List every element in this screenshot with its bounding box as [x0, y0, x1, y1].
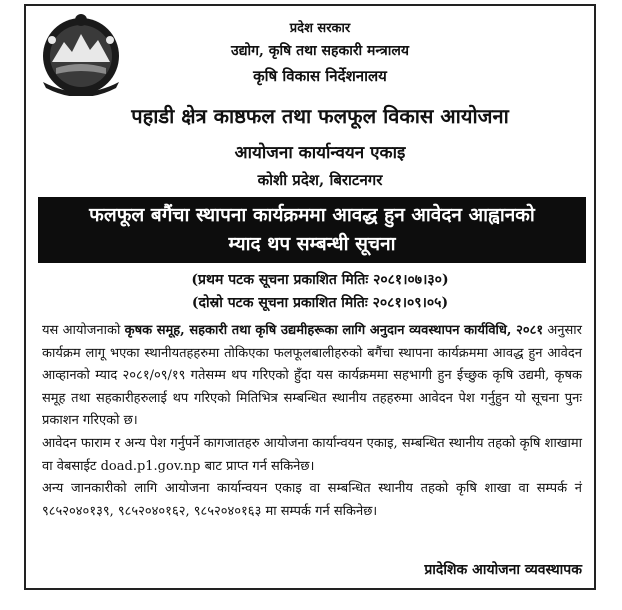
body-paragraph-2: आवेदन फाराम र अन्य पेश गर्नुपर्ने कागजातहरु आयोजना कार्यान्वयन एकाइ, सम्बन्धित स्थानीय तहको कृषि शाखामा वा वेबसाईट doad.p1.gov.np बाट प्राप्त गर्न सकिनेछ। [42, 435, 582, 474]
ministry-title: उद्योग, कृषि तथा सहकारी मन्त्रालय [231, 43, 409, 59]
p1-rest: अनुसार कार्यक्रम लागू भएका स्थानीयतहहरुमा तोकिएका फलफूलबालीहरुको बगैंचा स्थापना कार्यक्रममा आवद्ध हुन आवेदन आव्हानको म्याद २०८१/०९/१९ गतेसम्म थप गरिएको हुँदा यस कार्यक्रममा सहभागी हुन ईच्छुक कृषि उद्यमी, कृषक समूह तथा सहकारीहरुलाई थप गरिएको मितिभित्र सम्बन्धित स्थानीय तहहरुमा आवेदन पेश गर्नुहुन यो सूचना पुनः प्रकाशन गरिएको छ। [42, 323, 582, 429]
directorate-title: कृषि विकास निर्देशनालय [253, 67, 387, 85]
location-title: कोशी प्रदेश, बिराटनगर [257, 171, 383, 189]
signature-title: प्रादेशिक आयोजना व्यवस्थापक [424, 562, 582, 578]
body-paragraph-1 [42, 320, 582, 433]
implementation-unit-title: आयोजना कार्यान्वयन एकाइ [234, 143, 406, 163]
province-government-title: प्रदेश सरकार [289, 21, 351, 36]
banner-line-1: फलफूल बगैंचा स्थापना कार्यक्रममा आवद्ध हुन आवेदन आह्वानको [89, 204, 535, 226]
notice-banner [38, 197, 586, 263]
second-publication-date: (दोस्रो पटक सूचना प्रकाशित मितिः २०८१।०९।०५) [191, 295, 449, 311]
body-paragraph-3: अन्य जानकारीको लागि आयोजना कार्यान्वयन एकाइ वा सम्बन्धित स्थानीय तहको कृषि शाखा वा सम्पर्क नं ९८५२०४०१३९, ९८५२०४०१६२, ९८५२०४०१६३ मा सम्पर्क गर्न सकिनेछ। [42, 481, 582, 519]
nepal-government-emblem [38, 12, 124, 96]
p1-start: यस आयोजनाको [42, 323, 125, 338]
first-publication-date: (प्रथम पटक सूचना प्रकाशित मितिः २०८१।०७।३०) [191, 272, 449, 288]
banner-line-2: म्याद थप सम्बन्धी सूचना [228, 233, 396, 255]
notice-body [42, 320, 582, 523]
project-title: पहाडी क्षेत्र काष्ठफल तथा फलफूल विकास आयोजना [131, 104, 509, 128]
p1-bold: कृषक समूह, सहकारी तथा कृषि उद्यमीहरूका लागि अनुदान व्यवस्थापन कार्यविधि, २०८१ [124, 323, 544, 338]
